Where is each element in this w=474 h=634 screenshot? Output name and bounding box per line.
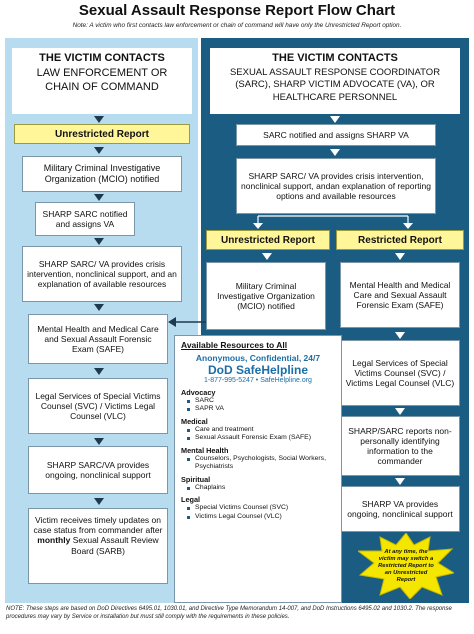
right-restricted-label: Restricted Report	[336, 230, 464, 250]
category-spiritual: Spiritual	[181, 474, 211, 484]
page-title: Sexual Assault Response Report Flow Chart	[78, 2, 396, 19]
resource-item: Counselors, Psychologists, Social Workers, Psychiatrists	[181, 455, 335, 472]
category-legal: Legal	[181, 495, 201, 505]
sarb-text-pre: Victim receives timely updates on case status from commander after	[33, 515, 163, 536]
arrow-down-icon	[262, 253, 272, 260]
right-unr-mcio: Military Criminal Investigative Organization (MCIO) notified	[206, 262, 326, 330]
category-mental-health: Mental Health	[181, 445, 229, 455]
arrow-down-icon	[395, 253, 405, 260]
bottom-note: NOTE: These steps are based on DoD Directives 6495.01, 1030.01, and Directive Type Memorandum 14-007, and DoD Instructions 6495.02 and 1030.2. The response procedures may vary by Service or installation but must still comply with the requirements in these policies.	[6, 606, 452, 620]
top-note: Note: A victim who first contacts law enforcement or chain of command will have only the Unrestricted Report option.	[72, 22, 402, 29]
resources-heading: Available Resources to All	[181, 340, 288, 350]
star-text: At any time, the victim may switch a Restricted Report to an Unrestricted Report	[378, 549, 434, 583]
arrow-down-icon	[94, 304, 104, 311]
resources-line1: Anonymous, Confidential, 24/7	[195, 353, 321, 363]
arrow-down-icon	[94, 147, 104, 154]
category-medical: Medical	[181, 416, 208, 426]
arrow-down-icon	[395, 408, 405, 415]
arrow-down-icon	[94, 498, 104, 505]
left-step-legal: Legal Services of Special Victims Counsel (SVC) / Victims Legal Counsel (VLC)	[28, 378, 168, 434]
left-step-crisis: SHARP SARC/ VA provides crisis intervention, nonclinical support, and an explanation of available resources	[22, 246, 182, 302]
right-header-bold: THE VICTIM CONTACTS	[272, 52, 398, 64]
right-header	[210, 48, 460, 114]
resource-item: Care and treatment	[181, 426, 335, 434]
resource-item: Special Victims Counsel (SVC)	[181, 504, 335, 512]
left-step-medical: Mental Health and Medical Care and Sexual Assault Forensic Exam (SAFE)	[28, 314, 168, 364]
right-res-reports: SHARP/SARC reports non-personally identifying information to the commander	[340, 416, 460, 476]
branch-arrows-icon	[248, 214, 418, 230]
left-step-mcio: Military Criminal Investigative Organization (MCIO) notified	[22, 156, 182, 192]
arrow-down-icon	[330, 149, 340, 156]
arrow-down-icon	[395, 332, 405, 339]
resource-item: SARC	[181, 397, 335, 405]
arrow-down-icon	[395, 478, 405, 485]
right-unrestricted-label: Unrestricted Report	[206, 230, 330, 250]
arrow-down-icon	[94, 116, 104, 123]
arrow-down-icon	[94, 194, 104, 201]
sarb-text-bold: monthly	[37, 535, 71, 546]
arrow-down-icon	[330, 116, 340, 123]
resource-item: SAPR VA	[181, 405, 335, 413]
left-step-ongoing: SHARP SARC/VA provides ongoing, nonclinical support	[28, 446, 168, 494]
resource-item: Chaplains	[181, 484, 335, 492]
left-step-sarb	[28, 508, 168, 584]
left-step-sarc: SHARP SARC notified and assigns VA	[35, 202, 135, 236]
safehelpline-title: DoD SafeHelpline	[207, 363, 309, 377]
right-res-ongoing: SHARP VA provides ongoing, nonclinical support	[340, 486, 460, 532]
left-header	[12, 48, 192, 114]
category-advocacy: Advocacy	[181, 388, 216, 397]
left-header-text: LAW ENFORCEMENT OR CHAIN OF COMMAND	[36, 66, 168, 93]
right-header-text: SEXUAL ASSAULT RESPONSE COORDINATOR (SARC), SHARP VICTIM ADVOCATE (VA), OR HEALTHCARE PERSONNEL	[229, 66, 441, 103]
resource-item: Sexual Assault Forensic Exam (SAFE)	[181, 434, 335, 442]
resources-box	[174, 335, 342, 603]
arrow-down-icon	[94, 438, 104, 445]
right-res-medical: Mental Health and Medical Care and Sexual Assault Forensic Exam (SAFE)	[340, 262, 460, 328]
resource-item: Victims Legal Counsel (VLC)	[181, 513, 335, 521]
arrow-down-icon	[94, 238, 104, 245]
left-unrestricted-label: Unrestricted Report	[14, 124, 190, 144]
arrow-down-icon	[94, 368, 104, 375]
sarb-text-post: Sexual Assault Review Board (SARB)	[70, 535, 159, 556]
safehelpline-contact: 1-877-995-5247 • SafeHelpline.org	[204, 377, 312, 384]
right-step-crisis: SHARP SARC/ VA provides crisis intervention, nonclinical support, andan explanation of reporting options and available resources	[236, 158, 436, 214]
right-res-legal: Legal Services of Special Victims Counsel (SVC) / Victims Legal Counsel (VLC)	[340, 340, 460, 406]
right-step-sarc: SARC notified and assigns SHARP VA	[236, 124, 436, 146]
switch-report-star	[358, 533, 454, 599]
left-header-bold: THE VICTIM CONTACTS	[39, 52, 165, 64]
